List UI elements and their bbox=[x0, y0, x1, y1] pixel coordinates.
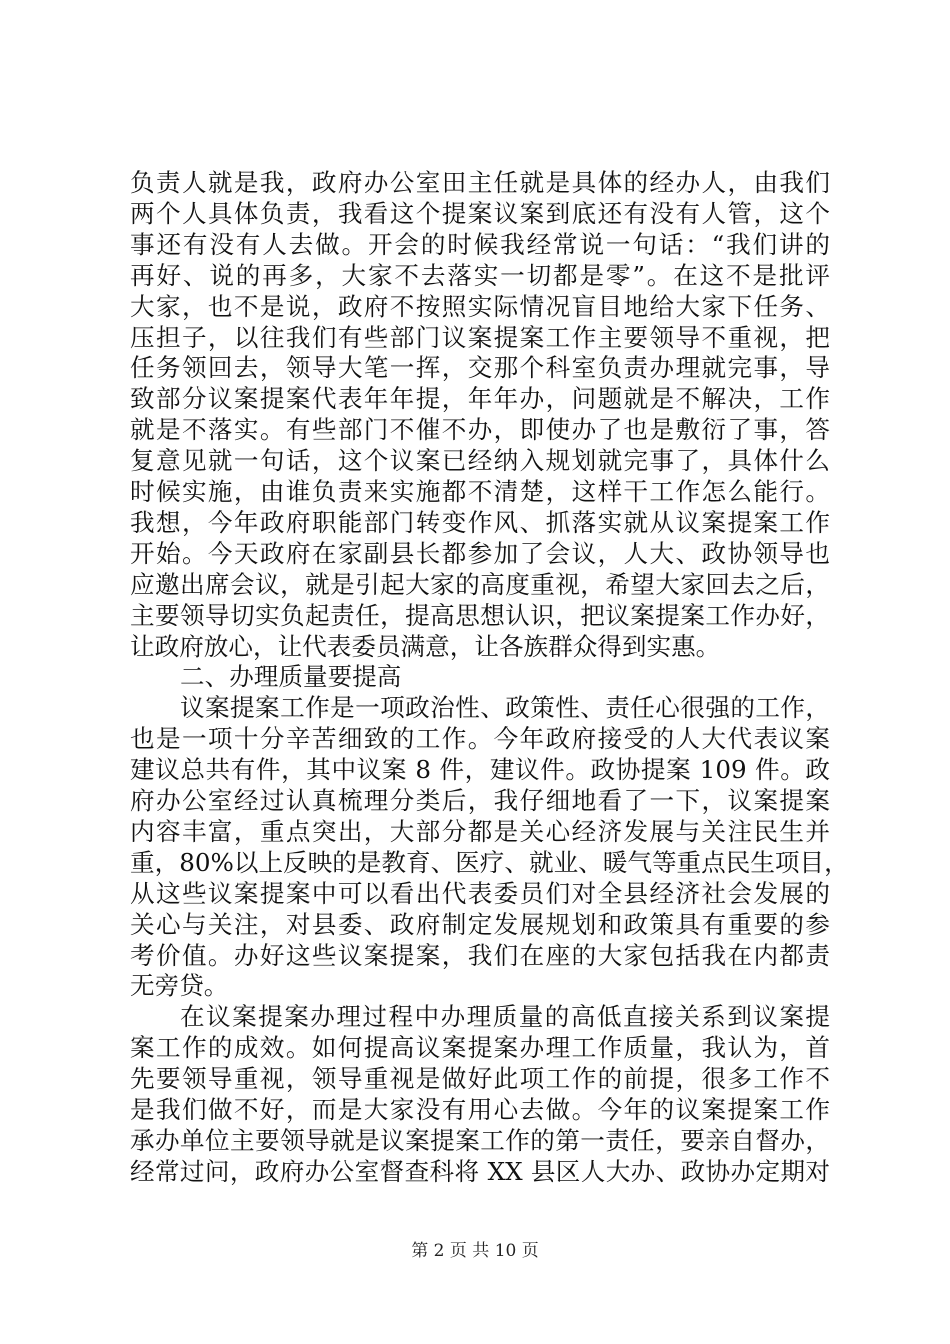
paragraph-end-line: 让政府放心，让代表委员满意，让各族群众得到实惠。 bbox=[130, 631, 721, 661]
text-line: 从这些议案提案中可以看出代表委员们对全县经济社会发展的 bbox=[130, 878, 830, 908]
text-line: 府办公室经过认真梳理分类后，我仔细地看了一下，议案提案 bbox=[130, 786, 830, 815]
text-line: 建议总共有件，其中议案 8 件，建议件。政协提案 109 件。政 bbox=[130, 755, 830, 785]
text-line: 我想，今年政府职能部门转变作风、抓落实就从议案提案工作 bbox=[130, 507, 830, 537]
text-line: 也是一项十分辛苦细致的工作。今年政府接受的人大代表议案 bbox=[130, 724, 830, 754]
text-line: 大家，也不是说，政府不按照实际情况盲目地给大家下任务、 bbox=[130, 291, 830, 321]
text-line: 承办单位主要领导就是议案提案工作的第一责任，要亲自督办， bbox=[130, 1125, 830, 1155]
paragraph-end-line: 无旁贷。 bbox=[130, 971, 229, 1001]
text-line: 复意见就一句话，这个议案已经纳入规划就完事了，具体什么 bbox=[130, 446, 830, 476]
text-line: 时候实施，由谁负责来实施都不清楚，这样干工作怎么能行。 bbox=[130, 477, 830, 506]
text-line: 负责人就是我，政府办公室田主任就是具体的经办人，由我们 bbox=[130, 168, 830, 197]
text-line: 经常过问，政府办公室督查科将 XX 县区人大办、政协办定期对 bbox=[130, 1156, 830, 1186]
text-line: 压担子，以往我们有些部门议案提案工作主要领导不重视，把 bbox=[130, 322, 830, 352]
text-line: 任务领回去，领导大笔一挥，交那个科室负责办理就完事，导 bbox=[130, 353, 830, 383]
text-line: 内容丰富，重点突出，大部分都是关心经济发展与关注民生并 bbox=[130, 816, 830, 846]
text-line: 开始。今天政府在家副县长都参加了会议，人大、政协领导也 bbox=[130, 538, 830, 568]
paragraph-first-line: 在议案提案办理过程中办理质量的高低直接关系到议案提 bbox=[180, 1002, 830, 1032]
text-line: 应邀出席会议，就是引起大家的高度重视，希望大家回去之后， bbox=[130, 569, 830, 599]
text-line: 重，80%以上反映的是教育、医疗、就业、暖气等重点民生项目， bbox=[130, 847, 849, 877]
text-line: 关心与关注，对县委、政府制定发展规划和政策具有重要的参 bbox=[130, 909, 830, 939]
text-line: 案工作的成效。如何提高议案提案办理工作质量，我认为，首 bbox=[130, 1033, 830, 1063]
text-line: 事还有没有人去做。开会的时候我经常说一句话：“我们讲的 bbox=[130, 229, 830, 259]
text-line: 就是不落实。有些部门不催不办，即使办了也是敷衍了事，答 bbox=[130, 415, 830, 445]
page-footer: 第 2 页 共 10 页 bbox=[411, 1241, 539, 1261]
text-line: 再好、说的再多，大家不去落实一切都是零”。在这不是批评 bbox=[130, 260, 830, 290]
section-heading: 二、办理质量要提高 bbox=[180, 662, 402, 692]
text-line: 两个人具体负责，我看这个提案议案到底还有没有人管，这个 bbox=[130, 198, 830, 228]
text-line: 是我们做不好，而是大家没有用心去做。今年的议案提案工作 bbox=[130, 1095, 830, 1124]
text-line: 致部分议案提案代表年年提，年年办，问题就是不解决，工作 bbox=[130, 384, 830, 414]
paragraph-first-line: 议案提案工作是一项政治性、政策性、责任心很强的工作， bbox=[180, 693, 830, 723]
text-line: 主要领导切实负起责任，提高思想认识，把议案提案工作办好， bbox=[130, 600, 830, 630]
text-line: 先要领导重视，领导重视是做好此项工作的前提，很多工作不 bbox=[130, 1064, 830, 1094]
text-line: 考价值。办好这些议案提案，我们在座的大家包括我在内都责 bbox=[130, 940, 830, 970]
